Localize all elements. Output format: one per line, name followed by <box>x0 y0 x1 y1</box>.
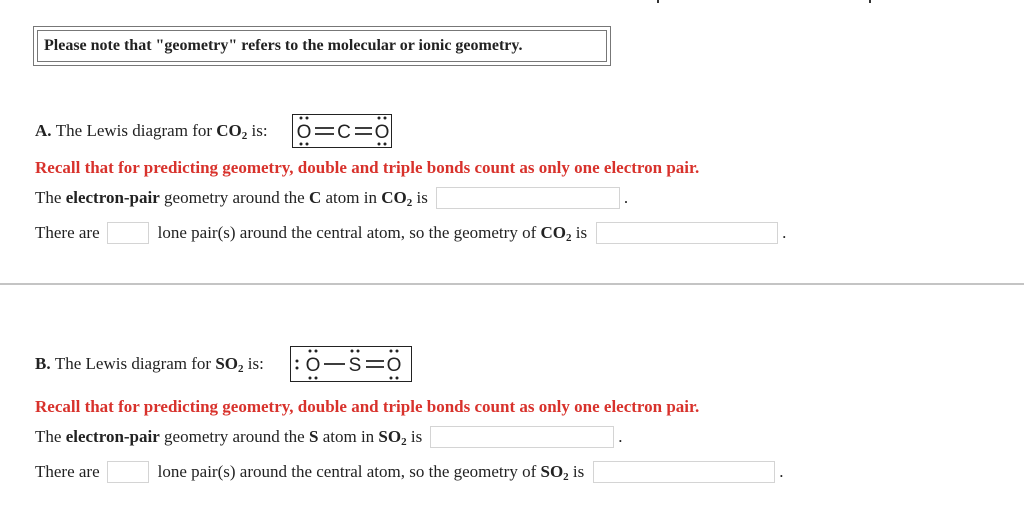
lewis-atom-o-left: O <box>296 122 311 143</box>
lewis-atom-c: C <box>336 122 351 143</box>
lewis-atom-o-left: O <box>305 355 321 376</box>
co2-electron-pair-geometry-input[interactable] <box>436 187 620 209</box>
so2-electron-pair-geometry-input[interactable] <box>430 426 614 448</box>
part-a-question-2: There are lone pair(s) around the central atom, so the geometry of $CO_2$ is . <box>35 223 787 244</box>
part-a-molecule: $CO_2$ <box>216 121 248 142</box>
part-b-question-2: There are lone pair(s) around the central atom, so the geometry of $SO_2$ is . <box>35 462 784 483</box>
section-divider <box>0 283 1024 285</box>
electron-pair-label: electron-pair <box>65 427 160 446</box>
part-b-intro: The Lewis diagram for <box>54 354 212 373</box>
part-b-question-1: The electron-pair geometry around the S atom in $SO_2$ is . <box>35 427 623 448</box>
part-b-recall: Recall that for predicting geometry, double and triple bonds count as only one electron pair. <box>35 397 700 416</box>
part-a-label: A. <box>35 121 52 140</box>
co2-molecular-geometry-input[interactable] <box>596 222 778 244</box>
so2-molecular-geometry-input[interactable] <box>593 461 775 483</box>
part-b-label: B. <box>35 354 51 373</box>
part-a-lewis-line <box>35 114 392 148</box>
part-b-molecule: $SO_2$ <box>215 354 244 375</box>
so2-lone-pairs-input[interactable] <box>107 461 149 483</box>
co2-lewis-diagram <box>292 114 392 148</box>
co2-lone-pairs-input[interactable] <box>107 222 149 244</box>
so2-lewis-diagram <box>290 346 412 382</box>
part-b-lewis-line <box>35 346 412 382</box>
edge-tick <box>869 0 871 3</box>
edge-tick <box>657 0 659 3</box>
part-a-intro: The Lewis diagram for <box>55 121 213 140</box>
geometry-note-box <box>33 26 611 66</box>
part-a-intro-end: is: <box>251 121 268 140</box>
geometry-note-text: Please note that "geometry" refers to the molecular or ionic geometry. <box>37 30 607 62</box>
part-b-intro-end: is: <box>247 354 264 373</box>
so2-lewis-svg <box>291 347 411 381</box>
electron-pair-label: electron-pair <box>65 188 160 207</box>
part-a-recall: Recall that for predicting geometry, double and triple bonds count as only one electron pair. <box>35 158 700 177</box>
lewis-atom-s: S <box>348 355 362 376</box>
lewis-atom-o-right: O <box>386 355 402 376</box>
lewis-atom-o-right: O <box>374 122 389 143</box>
co2-lewis-svg <box>293 115 391 147</box>
part-a-question-1: The electron-pair geometry around the C atom in $CO_2$ is . <box>35 188 629 209</box>
top-edge-marks <box>0 0 1024 6</box>
